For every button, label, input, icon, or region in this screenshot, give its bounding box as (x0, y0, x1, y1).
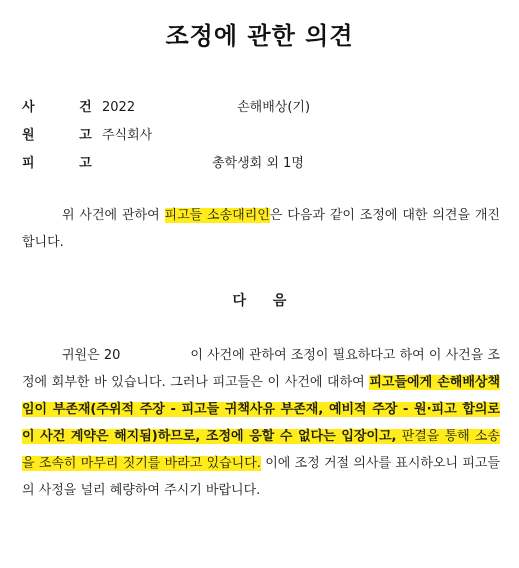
section-heading: 다 음 (232, 293, 287, 309)
body-text-start: 귀원은 20 (62, 348, 121, 363)
plaintiff-name: 주식회사 (102, 128, 153, 143)
highlight-defense-counsel: 피고들 소송대리인 (164, 208, 270, 223)
defendant-name: 총학생회 외 1명 (212, 156, 304, 171)
document-title: 조정에 관한 의견 (165, 22, 354, 50)
highlight-judgment-wish: 판결을 통해 소송을 조속히 마무리 짓기를 바라고 있습니다. (22, 429, 500, 471)
redaction-box (120, 349, 190, 363)
plaintiff-value (102, 124, 242, 143)
defendant-value (102, 152, 304, 171)
highlight-defendant-position: 피고들에게 손해배상책임이 부존재(주위적 주장 - 피고들 귀책사유 부존재, 예비적 주장 - 원·피고 합의로 이 사건 계약은 해지됨)하므로, 조정에 응할 수 없다는 입장이고, (22, 375, 500, 444)
intro-text-after: 은 다음과 같이 조정에 대한 의견을 개진합니다. (22, 208, 500, 250)
defendant-label: 피 고 (22, 156, 92, 171)
intro-paragraph (22, 202, 500, 256)
case-name: 손해배상(기) (237, 100, 311, 115)
body-text-end: 이에 조정 거절 의사를 표시하오니 피고들의 사정을 널리 혜량하여 주시기 바랍니다. (22, 456, 501, 498)
body-paragraph (22, 342, 500, 504)
intro-text-before: 위 사건에 관하여 (62, 208, 165, 223)
case-label: 사 건 (22, 100, 92, 115)
body-text-mid: 이 사건에 관하여 조정이 필요하다고 하여 이 사건을 조정에 회부한 바 있습니다. 그러나 피고들은 이 사건에 대하여 (22, 348, 500, 390)
redaction-box (102, 157, 212, 171)
redaction-box (135, 101, 215, 115)
redaction-box (152, 129, 242, 143)
case-number: 2022 (102, 100, 136, 115)
case-value (102, 96, 310, 115)
plaintiff-label: 원 고 (22, 128, 92, 143)
